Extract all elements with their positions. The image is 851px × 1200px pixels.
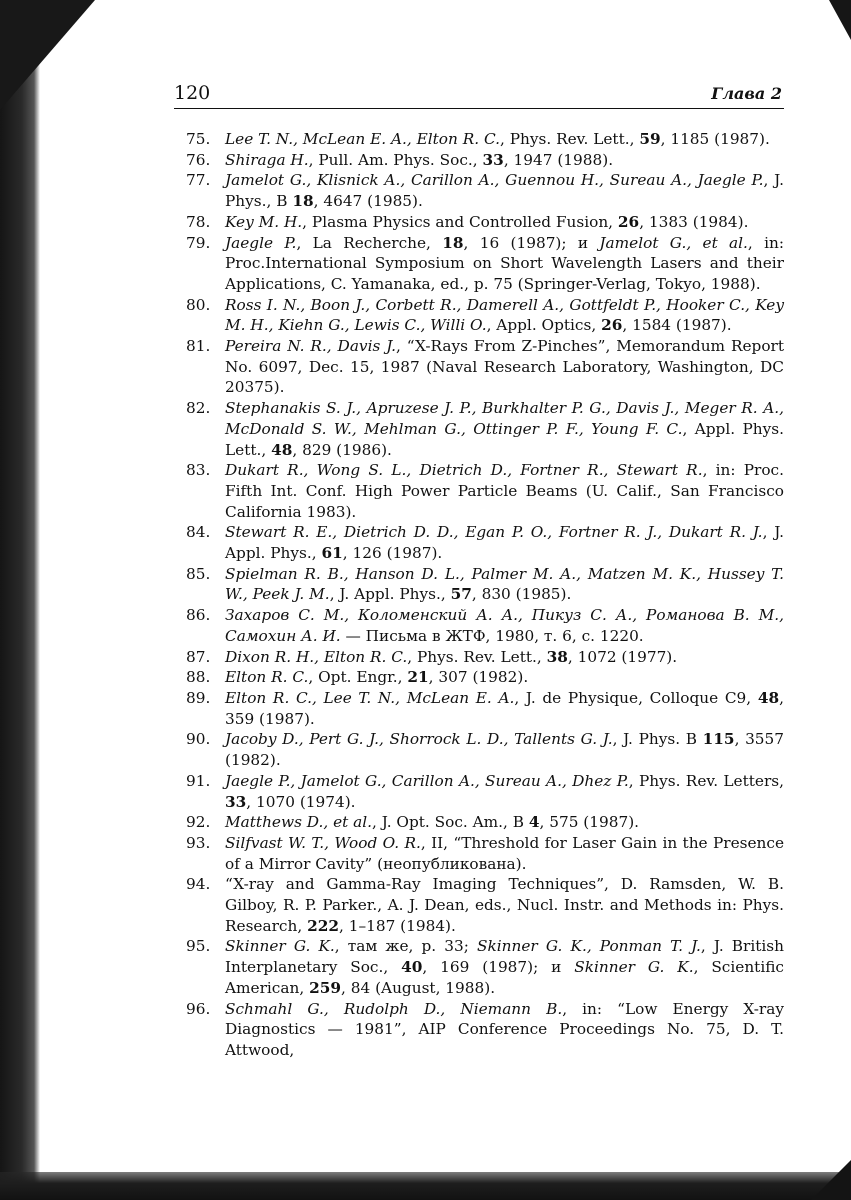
- reference-text: , 4647 (1985).: [313, 192, 423, 211]
- reference-item: [186, 564, 784, 605]
- reference-text: , in: Proc. Fifth Int. Conf. High Power Particle Beams (U. Calif., San Francisco California 1983).: [225, 461, 784, 521]
- reference-number: 86.: [186, 606, 211, 625]
- reference-item: [186, 936, 784, 998]
- reference-number: 96.: [186, 999, 211, 1018]
- reference-item: [186, 812, 784, 833]
- reference-number: 78.: [186, 212, 211, 231]
- reference-number: 84.: [186, 523, 211, 542]
- reference-volume: 61: [321, 544, 343, 563]
- reference-authors: Skinner G. K., Ponman T. J.: [477, 937, 701, 956]
- reference-number: 79.: [186, 233, 211, 252]
- reference-authors: Shiraga H.: [225, 150, 309, 169]
- scan-edge-left: [0, 0, 40, 1200]
- reference-text: , 3557 (1982).: [225, 730, 785, 770]
- reference-text: , Scientific American,: [225, 958, 784, 997]
- reference-text: , “X-Rays From Z-Pinches”, Memorandum Report No. 6097, Dec. 15, 1987 (Naval Research Laboratory, Washington, DC 20375).: [225, 337, 784, 397]
- reference-number: 95.: [186, 937, 211, 956]
- reference-authors: Pereira N. R., Davis J.: [225, 337, 397, 356]
- reference-authors: Spielman R. B., Hanson D. L., Palmer M. A., Matzen M. K., Hussey T. W., Peek J. M.: [225, 564, 784, 604]
- reference-volume: 48: [757, 688, 780, 707]
- reference-text: , 1185 (1987).: [660, 130, 770, 148]
- reference-text: , II, “Threshold for Laser Gain in the Presence of a Mirror Cavity” (неопубликована).: [225, 833, 784, 873]
- reference-authors: Skinner G. K.: [574, 958, 694, 977]
- reference-number: 77.: [186, 171, 211, 190]
- reference-item: [186, 336, 784, 398]
- reference-authors: Key M. H.: [225, 212, 303, 231]
- reference-text: , 169 (1987); и: [422, 958, 575, 977]
- reference-text: , J. Phys. B: [612, 730, 703, 749]
- scan-edge-bottom: [0, 1172, 851, 1200]
- reference-item: [186, 874, 784, 936]
- reference-number: 75.: [186, 130, 211, 148]
- reference-volume: 259: [309, 978, 342, 997]
- reference-list: [186, 129, 784, 1061]
- reference-item: [186, 212, 784, 233]
- reference-text: , Phys. Rev. Letters,: [628, 771, 784, 790]
- reference-number: 83.: [186, 461, 211, 480]
- reference-text: , J. British Interplanetary Soc.,: [225, 937, 784, 977]
- reference-volume: 4: [528, 813, 540, 832]
- reference-volume: 57: [450, 585, 472, 604]
- reference-authors: Stewart R. E., Dietrich D. D., Egan P. O., Fortner R. J., Dukart R. J.: [225, 523, 763, 542]
- reference-number: 93.: [186, 833, 211, 852]
- reference-text: , Phys. Rev. Lett.,: [407, 647, 547, 666]
- reference-text: — Письма в ЖТФ, 1980, т. 6, с. 1220.: [340, 626, 644, 645]
- reference-item: [186, 729, 784, 770]
- reference-text: , 359 (1987).: [225, 688, 784, 728]
- reference-text: , 1070 (1974).: [246, 792, 356, 811]
- reference-text: , 126 (1987).: [342, 544, 443, 563]
- reference-text: , in: “Low Energy X-ray Diagnostics — 1981”, AIP Conference Proceedings No. 75, D. T. Attwood,: [225, 999, 784, 1059]
- reference-text: “X-ray and Gamma-Ray Imaging Techniques”, D. Ramsden, W. B. Gilboy, R. P. Parker., A. J. Dean, eds., Nucl. Instr. and Methods in: Phys. Research,: [225, 875, 784, 935]
- reference-item: [186, 688, 784, 729]
- reference-text: , 1947 (1988).: [503, 150, 614, 169]
- reference-item: [186, 398, 784, 460]
- reference-item: [186, 170, 784, 211]
- reference-item: [186, 605, 784, 646]
- reference-volume: 33: [482, 150, 504, 169]
- reference-text: , Plasma Physics and Controlled Fusion,: [302, 212, 618, 231]
- reference-text: , in: Proc.International Symposium on Short Wavelength Lasers and their Applications, C. Yamanaka, ed., p. 75 (Springer-Verlag, Tokyo, 1988).: [225, 233, 785, 293]
- reference-volume: 21: [407, 668, 429, 687]
- reference-item: [186, 999, 784, 1061]
- reference-text: , Pull. Am. Phys. Soc.,: [308, 150, 483, 169]
- reference-volume: 59: [639, 130, 661, 148]
- reference-text: , 1072 (1977).: [567, 647, 678, 666]
- reference-volume: 222: [307, 916, 339, 935]
- reference-authors: Skinner G. K.: [225, 937, 335, 956]
- reference-text: , 16 (1987); и: [463, 233, 600, 252]
- reference-volume: 26: [617, 212, 640, 231]
- reference-item: [186, 647, 784, 668]
- reference-number: 94.: [186, 875, 211, 894]
- reference-item: [186, 233, 784, 295]
- reference-text: , там же, p. 33;: [334, 937, 478, 956]
- reference-number: 92.: [186, 813, 211, 832]
- reference-volume: 33: [225, 792, 247, 811]
- reference-number: 80.: [186, 295, 211, 314]
- reference-authors: Захаров С. М., Коломенский А. А., Пикуз С. А., Романова В. М., Самохин А. И.: [225, 606, 784, 645]
- reference-text: , 1584 (1987).: [622, 316, 732, 335]
- reference-text: , J. Appl. Phys.,: [329, 585, 451, 604]
- reference-number: 85.: [186, 564, 211, 583]
- reference-text: , J. Opt. Soc. Am., B: [372, 813, 529, 832]
- reference-item: [186, 771, 784, 812]
- reference-authors: Silfvast W. T., Wood O. R.: [225, 833, 421, 852]
- reference-authors: Dixon R. H., Elton R. C.: [225, 647, 408, 666]
- reference-text: , 307 (1982).: [428, 668, 529, 687]
- reference-text: , 829 (1986).: [292, 440, 392, 459]
- reference-authors: Jamelot G., Klisnick A., Carillon A., Guennou H., Sureau A., Jaegle P.: [225, 171, 764, 190]
- reference-item: [186, 833, 784, 874]
- page-number: 120: [174, 82, 211, 104]
- reference-text: , La Recherche,: [296, 233, 443, 252]
- reference-authors: Elton R. C.: [225, 668, 309, 687]
- reference-text: , Opt. Engr.,: [308, 668, 408, 687]
- reference-authors: Jaegle P., Jamelot G., Carillon A., Sureau A., Dhez P.: [225, 771, 629, 790]
- reference-item: [186, 667, 784, 688]
- reference-item: [186, 522, 784, 563]
- reference-authors: Schmahl G., Rudolph D., Niemann B.: [225, 999, 563, 1018]
- reference-number: 87.: [186, 647, 211, 666]
- page-header: [174, 82, 784, 109]
- reference-authors: Elton R. C., Lee T. N., McLean E. A.: [225, 688, 515, 707]
- reference-authors: Matthews D., et al.: [225, 813, 373, 832]
- scan-corner-top-left: [0, 0, 95, 110]
- reference-text: , 84 (August, 1988).: [341, 978, 496, 997]
- reference-number: 81.: [186, 337, 211, 356]
- reference-authors: Lee T. N., McLean E. A., Elton R. C.: [225, 130, 500, 148]
- reference-number: 88.: [186, 668, 211, 687]
- reference-item: [186, 129, 784, 150]
- reference-text: , J. de Physique, Colloque C9,: [514, 688, 758, 707]
- running-head: Глава 2: [711, 84, 782, 103]
- reference-number: 82.: [186, 399, 211, 418]
- reference-authors: Jamelot G., et al.: [599, 233, 748, 252]
- reference-text: , J. Appl. Phys.,: [225, 523, 784, 563]
- reference-item: [186, 295, 784, 336]
- reference-number: 89.: [186, 688, 211, 707]
- reference-volume: 26: [601, 316, 623, 335]
- reference-authors: Ross I. N., Boon J., Corbett R., Damerell A., Gottfeldt P., Hooker C., Key M. H., Kiehn G., Lewis C., Willi O.: [225, 295, 784, 335]
- reference-text: , 575 (1987).: [539, 813, 640, 832]
- reference-text: , 830 (1985).: [471, 585, 572, 604]
- reference-text: , J. Phys., B: [225, 171, 784, 211]
- reference-volume: 38: [546, 647, 568, 666]
- reference-volume: 18: [292, 192, 314, 211]
- reference-number: 76.: [186, 150, 211, 169]
- reference-text: , Phys. Rev. Lett.,: [500, 130, 640, 148]
- reference-volume: 115: [702, 730, 735, 749]
- scan-corner-top-right: [829, 0, 851, 40]
- reference-authors: Stephanakis S. J., Apruzese J. P., Burkhalter P. G., Davis J., Meger R. A., McDonald S. W., Mehlman G., Ottinger P. F., Young F. C.: [225, 399, 784, 438]
- reference-volume: 40: [401, 958, 423, 977]
- reference-text: , 1383 (1984).: [639, 212, 749, 231]
- reference-text: , Appl. Optics,: [486, 316, 602, 335]
- reference-authors: Jacoby D., Pert G. J., Shorrock L. D., Tallents G. J.: [225, 730, 613, 749]
- reference-authors: Dukart R., Wong S. L., Dietrich D., Fortner R., Stewart R.: [225, 461, 703, 480]
- reference-text: , Appl. Phys. Lett.,: [225, 419, 784, 459]
- reference-volume: 18: [442, 233, 464, 252]
- reference-volume: 48: [271, 440, 293, 459]
- reference-text: , 1–187 (1984).: [339, 916, 456, 935]
- reference-number: 91.: [186, 771, 211, 790]
- reference-number: 90.: [186, 730, 211, 749]
- reference-item: [186, 460, 784, 522]
- reference-authors: Jaegle P.: [225, 233, 297, 252]
- reference-item: [186, 150, 784, 171]
